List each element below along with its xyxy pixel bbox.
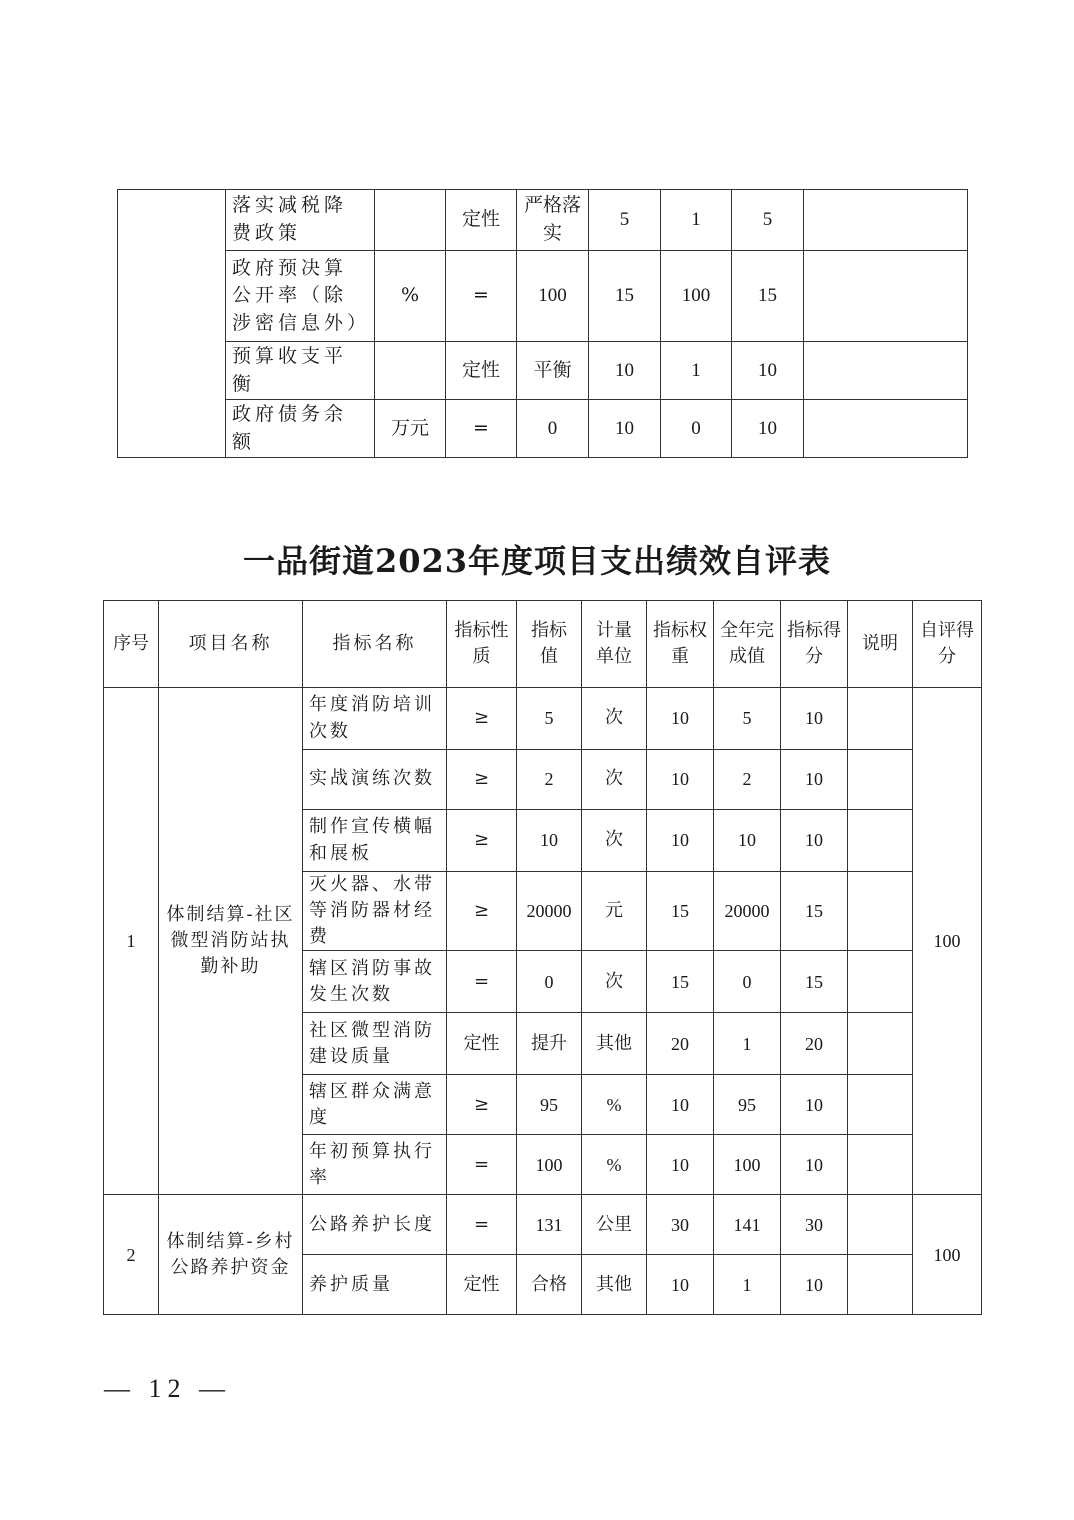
indicator-name: 辖区消防事故发生次数 xyxy=(303,951,447,1013)
weight-cell: 30 xyxy=(647,1195,714,1255)
nature-cell: 定性 xyxy=(447,1013,517,1075)
unit-cell xyxy=(375,190,446,251)
project-name: 体制结算-乡村公路养护资金 xyxy=(159,1195,303,1315)
unit-cell: 次 xyxy=(582,951,647,1013)
indicator-name: 实战演练次数 xyxy=(303,750,447,810)
indicator-name: 社区微型消防建设质量 xyxy=(303,1013,447,1075)
score-cell: 10 xyxy=(732,342,804,400)
indicator-name: 辖区群众满意度 xyxy=(303,1075,447,1135)
self-score-cell: 100 xyxy=(913,1195,982,1315)
note-cell xyxy=(848,951,913,1013)
value-cell: 131 xyxy=(517,1195,582,1255)
score-cell: 15 xyxy=(781,872,848,951)
table-row xyxy=(104,1195,982,1255)
unit-cell: % xyxy=(582,1075,647,1135)
note-cell xyxy=(848,688,913,750)
weight-cell: 10 xyxy=(647,1255,714,1315)
actual-cell: 10 xyxy=(714,810,781,872)
column-header: 指标性质 xyxy=(447,601,517,688)
page-number: — 12 — xyxy=(104,1374,231,1403)
actual-cell: 95 xyxy=(714,1075,781,1135)
weight-cell: 20 xyxy=(647,1013,714,1075)
note-cell xyxy=(804,190,968,251)
target-cell: 100 xyxy=(517,251,589,342)
nature-cell: 定性 xyxy=(446,190,517,251)
note-cell xyxy=(848,1255,913,1315)
note-cell xyxy=(848,1013,913,1075)
note-cell xyxy=(804,251,968,342)
actual-cell: 1 xyxy=(661,190,732,251)
score-cell: 10 xyxy=(781,688,848,750)
column-header: 全年完成值 xyxy=(714,601,781,688)
actual-cell: 1 xyxy=(714,1013,781,1075)
self-score-cell: 100 xyxy=(913,688,982,1195)
unit-cell: 万元 xyxy=(375,400,446,458)
seq-cell: 2 xyxy=(104,1195,159,1315)
table-header-row xyxy=(104,601,982,688)
indicator-name: 养护质量 xyxy=(303,1255,447,1315)
score-cell: 15 xyxy=(781,951,848,1013)
note-cell xyxy=(848,1075,913,1135)
note-cell xyxy=(804,400,968,458)
weight-cell: 10 xyxy=(647,688,714,750)
actual-cell: 100 xyxy=(714,1135,781,1195)
weight-cell: 15 xyxy=(589,251,661,342)
nature-cell: ≥ xyxy=(447,872,517,951)
actual-cell: 1 xyxy=(714,1255,781,1315)
score-cell: 10 xyxy=(781,1255,848,1315)
nature-cell: = xyxy=(447,1195,517,1255)
nature-cell: ≥ xyxy=(447,810,517,872)
weight-cell: 10 xyxy=(647,750,714,810)
score-cell: 10 xyxy=(781,750,848,810)
weight-cell: 15 xyxy=(647,951,714,1013)
weight-cell: 15 xyxy=(647,872,714,951)
indicator-name: 制作宣传横幅和展板 xyxy=(303,810,447,872)
indicator-name: 年度消防培训次数 xyxy=(303,688,447,750)
indicator-name: 政府预决算公开率（除涉密信息外） xyxy=(226,251,375,342)
main-table xyxy=(103,600,982,1315)
score-cell: 5 xyxy=(732,190,804,251)
top-table xyxy=(117,189,968,458)
unit-cell: 次 xyxy=(582,688,647,750)
nature-cell: = xyxy=(447,951,517,1013)
note-cell xyxy=(848,810,913,872)
indicator-name: 预算收支平衡 xyxy=(226,342,375,400)
column-header: 指标值 xyxy=(517,601,582,688)
unit-cell: % xyxy=(582,1135,647,1195)
column-header: 指标权重 xyxy=(647,601,714,688)
note-cell xyxy=(804,342,968,400)
value-cell: 10 xyxy=(517,810,582,872)
indicator-name: 政府债务余额 xyxy=(226,400,375,458)
column-header: 指标名称 xyxy=(303,601,447,688)
nature-cell: ≥ xyxy=(447,688,517,750)
weight-cell: 10 xyxy=(589,342,661,400)
actual-cell: 20000 xyxy=(714,872,781,951)
actual-cell: 100 xyxy=(661,251,732,342)
actual-cell: 5 xyxy=(714,688,781,750)
nature-cell: 定性 xyxy=(446,342,517,400)
actual-cell: 0 xyxy=(714,951,781,1013)
nature-cell: ≥ xyxy=(447,1075,517,1135)
table-row xyxy=(104,688,982,750)
indicator-name: 年初预算执行率 xyxy=(303,1135,447,1195)
note-cell xyxy=(848,1135,913,1195)
nature-cell: = xyxy=(446,400,517,458)
nature-cell: 定性 xyxy=(447,1255,517,1315)
weight-cell: 10 xyxy=(647,1075,714,1135)
nature-cell: = xyxy=(447,1135,517,1195)
actual-cell: 141 xyxy=(714,1195,781,1255)
value-cell: 20000 xyxy=(517,872,582,951)
target-cell: 严格落实 xyxy=(517,190,589,251)
score-cell: 30 xyxy=(781,1195,848,1255)
target-cell: 0 xyxy=(517,400,589,458)
indicator-name: 落实减税降费政策 xyxy=(226,190,375,251)
column-header: 指标得分 xyxy=(781,601,848,688)
unit-cell: 公里 xyxy=(582,1195,647,1255)
weight-cell: 10 xyxy=(647,1135,714,1195)
value-cell: 5 xyxy=(517,688,582,750)
unit-cell: 其他 xyxy=(582,1255,647,1315)
column-header: 自评得分 xyxy=(913,601,982,688)
value-cell: 95 xyxy=(517,1075,582,1135)
nature-cell: ≥ xyxy=(447,750,517,810)
value-cell: 2 xyxy=(517,750,582,810)
page-title: 一品街道2023年度项目支出绩效自评表 xyxy=(242,542,832,580)
actual-cell: 0 xyxy=(661,400,732,458)
indicator-name: 灭火器、水带等消防器材经费 xyxy=(303,872,447,951)
project-name: 体制结算-社区微型消防站执勤补助 xyxy=(159,688,303,1195)
value-cell: 100 xyxy=(517,1135,582,1195)
value-cell: 合格 xyxy=(517,1255,582,1315)
score-cell: 10 xyxy=(781,1075,848,1135)
score-cell: 10 xyxy=(781,1135,848,1195)
column-header: 计量单位 xyxy=(582,601,647,688)
column-header: 项目名称 xyxy=(159,601,303,688)
score-cell: 10 xyxy=(732,400,804,458)
column-header: 序号 xyxy=(104,601,159,688)
note-cell xyxy=(848,872,913,951)
table-row xyxy=(118,400,968,458)
unit-cell: 次 xyxy=(582,810,647,872)
value-cell: 提升 xyxy=(517,1013,582,1075)
actual-cell: 1 xyxy=(661,342,732,400)
table-row xyxy=(118,342,968,400)
score-cell: 10 xyxy=(781,810,848,872)
weight-cell: 5 xyxy=(589,190,661,251)
note-cell xyxy=(848,750,913,810)
value-cell: 0 xyxy=(517,951,582,1013)
table-row xyxy=(118,251,968,342)
empty-cell xyxy=(118,190,226,458)
nature-cell: = xyxy=(446,251,517,342)
weight-cell: 10 xyxy=(647,810,714,872)
weight-cell: 10 xyxy=(589,400,661,458)
table-row xyxy=(118,190,968,251)
actual-cell: 2 xyxy=(714,750,781,810)
target-cell: 平衡 xyxy=(517,342,589,400)
unit-cell: 元 xyxy=(582,872,647,951)
unit-cell xyxy=(375,342,446,400)
score-cell: 15 xyxy=(732,251,804,342)
note-cell xyxy=(848,1195,913,1255)
seq-cell: 1 xyxy=(104,688,159,1195)
unit-cell: % xyxy=(375,251,446,342)
unit-cell: 次 xyxy=(582,750,647,810)
column-header: 说明 xyxy=(848,601,913,688)
unit-cell: 其他 xyxy=(582,1013,647,1075)
score-cell: 20 xyxy=(781,1013,848,1075)
indicator-name: 公路养护长度 xyxy=(303,1195,447,1255)
